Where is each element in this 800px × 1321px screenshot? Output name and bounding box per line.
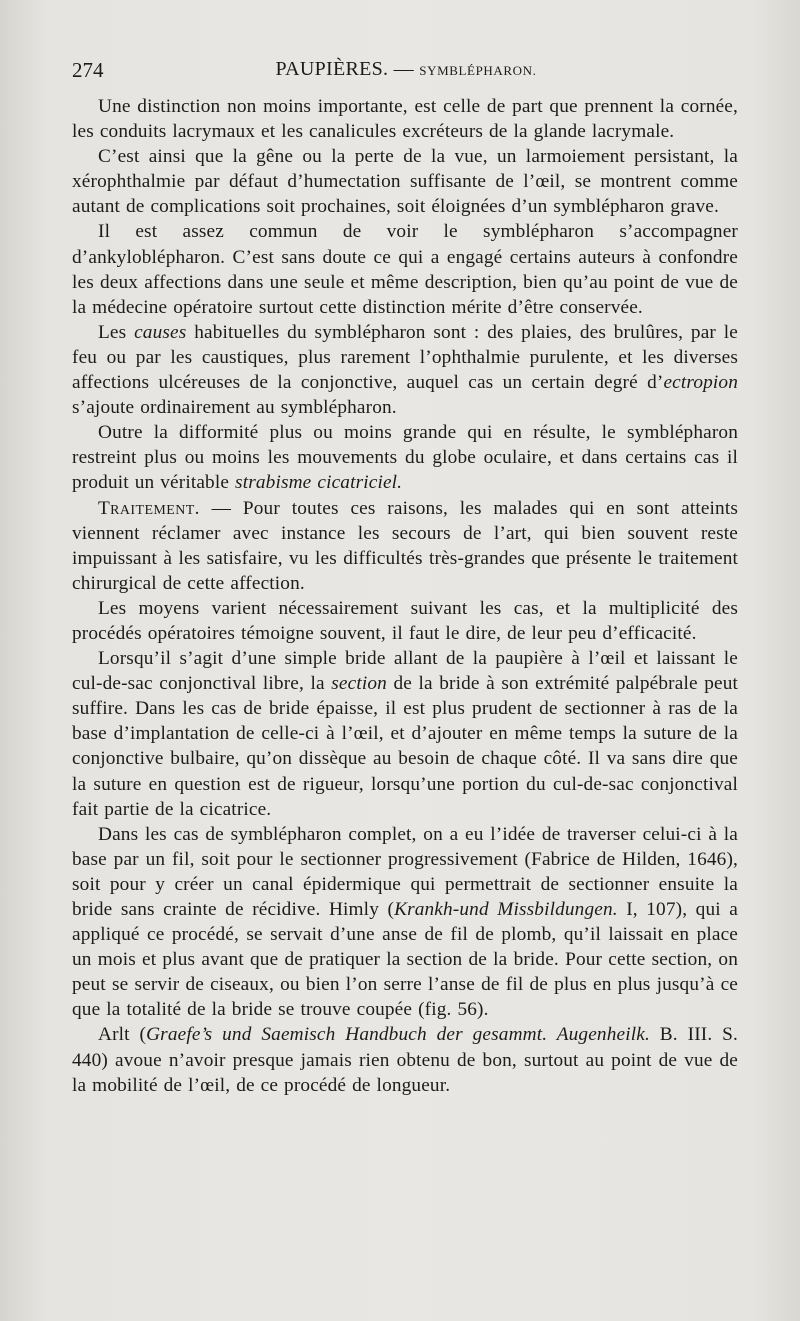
running-head-sub: SYMBLÉPHARON. — [419, 63, 537, 78]
paragraph: Les moyens varient nécessairement suivant les cas, et la multiplicité des procédés opératoires témoigne souvent, il faut le dire, de leur peu d’efficacité. — [72, 597, 738, 644]
italic-term: causes — [134, 321, 187, 343]
page-number: 274 — [72, 58, 104, 82]
paragraph: Dans les cas de symblépharon complet, on a eu l’idée de traverser celui-ci à la base par un fil, soit pour le sectionner progressivement (Fabrice de Hilden, 1646), soit pour y créer un canal épidermique qui permettrait de sectionner ensuite la bride sans crainte de récidive. Himly (Krankh-und Missbildungen. I, 107), qui a appliqué ce procédé, se servait d’une anse de fil de plomb, qu’il laissait en place un mois et plus avant que de pratiquer la section de la bride. Pour cette section, on peut se servir de ciseaux, ou bien l’on serre l’anse de fil de plus en plus jusqu’à ce que la totalité de la bride se trouve coupée (fig. 56). — [72, 823, 738, 1021]
paragraph: Il est assez commun de voir le symblépharon s’accompagner d’ankyloblépharon. C’est sans doute ce qui a engagé certains auteurs à confondre les deux affections dans une seule et même description, bien qu’au point de vue de la médecine opératoire surtout cette distinction mérite d’être conservée. — [72, 221, 738, 318]
page-header — [72, 58, 740, 90]
paragraph: Une distinction non moins importante, est celle de part que prennent la cornée, les conduits lacrymaux et les canalicules excréteurs de la glande lacrymale. — [72, 96, 738, 143]
italic-term: section — [331, 673, 387, 695]
italic-citation: Graefe’s und Saemisch Handbuch der gesammt. Augenheilk. — [146, 1024, 650, 1046]
italic-term: strabisme cicatriciel. — [235, 472, 403, 494]
paragraph: Outre la difformité plus ou moins grande qui en résulte, le symblépharon restreint plus ou moins les mouvements du globe oculaire, et dans certains cas il produit un véritable strabisme cicatriciel. — [72, 422, 738, 494]
paragraph: C’est ainsi que la gêne ou la perte de la vue, un larmoiement persistant, la xérophthalmie par défaut d’humectation suffisante de l’œil, se montrent comme autant de complications soit prochaines, soit éloignées d’un symblépharon grave. — [72, 146, 738, 218]
page-body — [72, 94, 738, 1098]
italic-term: ectropion — [663, 372, 738, 394]
paragraph: Arlt (Graefe’s und Saemisch Handbuch der gesammt. Augenheilk. B. III. S. 440) avoue n’avoir presque jamais rien obtenu de bon, surtout au point de vue de la mobilité de l’œil, de ce procédé de longueur. — [72, 1024, 739, 1096]
paragraph: Lorsqu’il s’agit d’une simple bride allant de la paupière à l’œil et laissant le cul-de-sac conjonctival libre, la section de la bride à son extrémité palpébrale peut suffire. Dans les cas de bride épaisse, il est plus prudent de sectionner à ras de la base d’implantation de celle-ci à l’œil, et d’ajouter en même temps la suture de la conjonctive bulbaire, qu’on dissèque au besoin de chaque côté. Il va sans dire que la suture en question est de rigueur, lorsqu’une portion du cul-de-sac conjonctival fait partie de la cicatrice. — [72, 648, 738, 820]
running-head-main: PAUPIÈRES. — — [275, 58, 420, 80]
italic-citation: Krankh-und Missbildungen. — [394, 899, 618, 920]
paragraph-traitement: Traitement. — Pour toutes ces raisons, les malades qui en sont atteints viennent réclamer avec instance les secours de l’art, qui bien souvent reste impuissant à les satisfaire, vu les difficultés très-grandes que présente le traitement chirurgical de cette affection. — [72, 497, 738, 594]
paragraph: Les causes habituelles du symblépharon sont : des plaies, des brulûres, par le feu ou par les caustiques, plus rarement l’ophthalmie purulente, et les diverses affections ulcéreuses de la conjonctive, auquel cas un certain degré d’ectropion s’ajoute ordinairement au symblépharon. — [72, 321, 738, 419]
running-head — [72, 58, 740, 81]
section-heading: Traitement. — [98, 497, 200, 519]
